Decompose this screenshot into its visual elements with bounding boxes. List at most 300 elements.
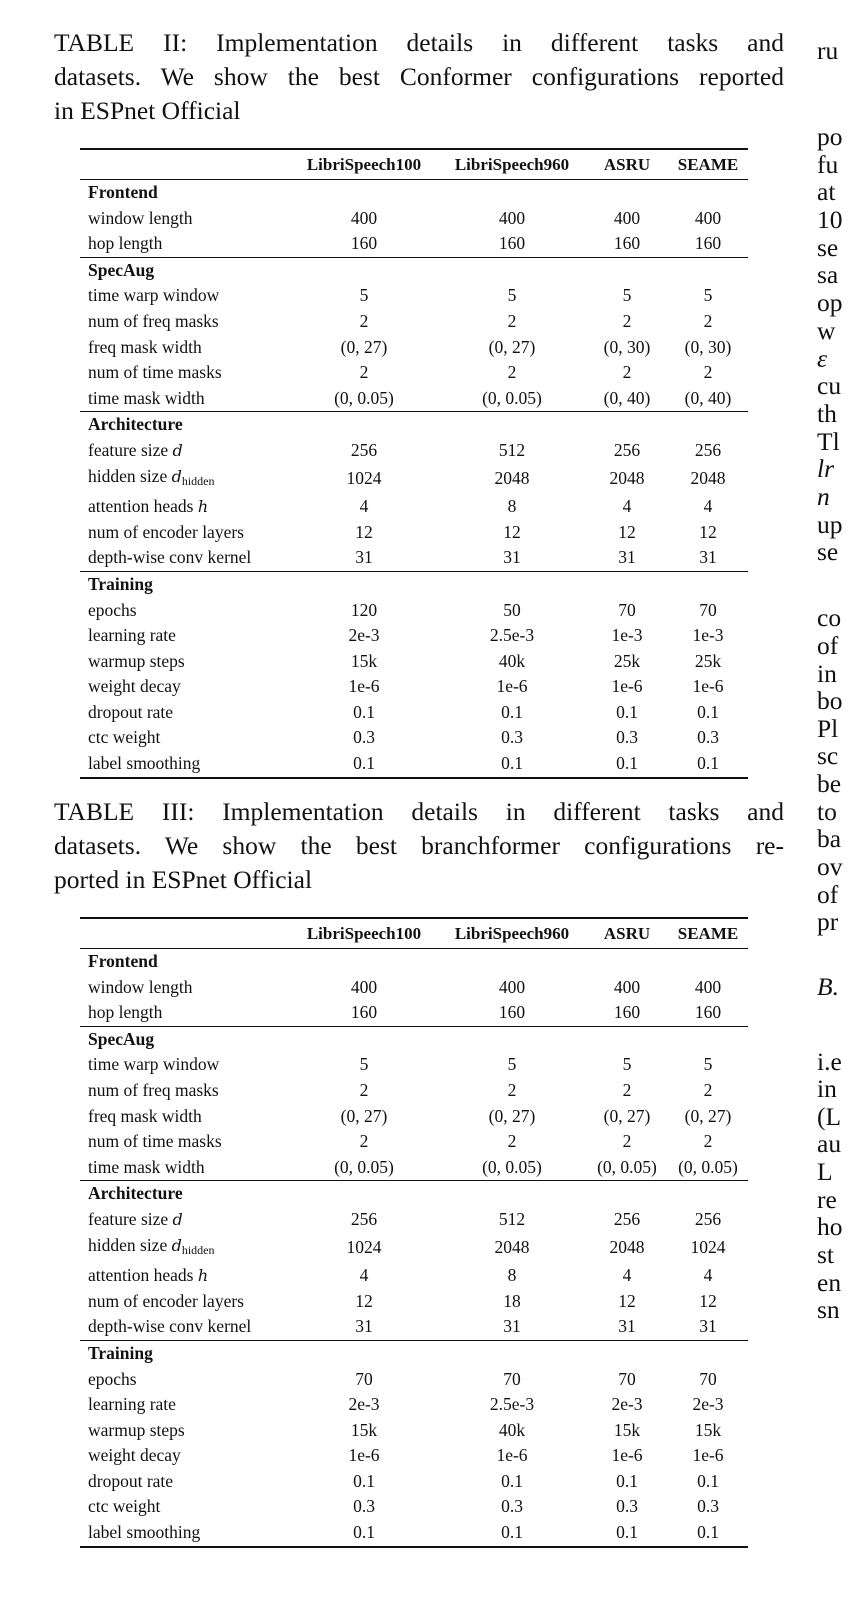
right-column-fragment: th	[817, 399, 837, 428]
table-cell: 256	[694, 1208, 722, 1229]
table-cell: 2e-3	[692, 1394, 724, 1415]
row-label-text: freq mask width	[88, 336, 202, 357]
table-cell: 0.1	[616, 701, 638, 722]
section-header-row	[80, 1181, 748, 1207]
math-symbol: d	[171, 1235, 182, 1255]
table-section	[80, 257, 748, 412]
row-label	[80, 309, 290, 335]
table-cell: 15k	[694, 1419, 722, 1440]
table-cell: 31	[355, 1316, 373, 1337]
column-header: LibriSpeech100	[306, 154, 422, 174]
table-cell: 31	[503, 547, 521, 568]
table-cell: 2	[507, 1131, 517, 1152]
table-cell: 8	[507, 496, 517, 517]
math-symbol: d	[171, 466, 182, 486]
caption-line: datasets. We show the best branchformer configurations re-	[54, 831, 784, 860]
table-section	[80, 1026, 748, 1181]
row-label	[80, 1104, 290, 1130]
math-symbol: h	[197, 497, 209, 517]
table-cell: 2.5e-3	[489, 1394, 535, 1415]
right-column-fragment: be	[817, 769, 842, 798]
table-cell: 256	[694, 439, 722, 460]
row-label	[80, 494, 290, 520]
table-cell: 12	[699, 521, 717, 542]
section-title: Architecture	[88, 414, 183, 435]
table-row	[80, 1443, 748, 1469]
section-header-row	[80, 257, 748, 283]
table-cell: 2	[359, 1131, 369, 1152]
table-cell: 1e-6	[692, 676, 724, 697]
row-label	[80, 335, 290, 361]
row-label-text: feature size	[88, 1208, 169, 1229]
table-cell: 1e-6	[692, 1445, 724, 1466]
caption-line: datasets. We show the best Conformer configurations reported	[54, 62, 784, 91]
table-cell: 400	[498, 976, 526, 997]
table-cell: 2048	[609, 468, 645, 489]
row-label	[80, 360, 290, 386]
table-cell: 8	[507, 1265, 517, 1286]
row-label-text: time mask width	[88, 1156, 205, 1177]
right-column-fragment: po	[817, 122, 843, 151]
row-label	[80, 598, 290, 624]
row-label-text: depth-wise conv kernel	[88, 1316, 252, 1337]
table-cell: 400	[613, 207, 641, 228]
row-label	[80, 700, 290, 726]
table-cell: 160	[613, 233, 641, 254]
table-cell: 40k	[498, 650, 526, 671]
row-label-text: num of encoder layers	[88, 1290, 244, 1311]
row-label-text: window length	[88, 207, 193, 228]
right-column-fragment: ov	[817, 852, 843, 881]
row-label	[80, 1418, 290, 1444]
caption-line: in ESPnet Official	[54, 96, 241, 125]
right-column-fragment: au	[817, 1129, 842, 1158]
table-cell: (0, 30)	[603, 336, 651, 357]
caption-line: TABLE II: Implementation details in different tasks and	[54, 28, 784, 57]
right-column-fragment: (L	[817, 1102, 842, 1131]
table-cell: 1e-6	[348, 676, 380, 697]
table-row	[80, 751, 748, 778]
right-column-fragment: fu	[817, 150, 839, 179]
table-cell: 0.1	[501, 1522, 523, 1543]
row-label-text: learning rate	[88, 1394, 176, 1415]
table-cell: 31	[699, 1316, 717, 1337]
row-label	[80, 1207, 290, 1233]
table-cell: (0, 0.05)	[334, 387, 394, 408]
row-label	[80, 1314, 290, 1340]
table-cell: 400	[498, 207, 526, 228]
table-row	[80, 1392, 748, 1418]
table-cell: 0.1	[616, 1470, 638, 1491]
row-label	[80, 751, 290, 778]
table-cell: 256	[350, 439, 378, 460]
table-cell: 160	[498, 1002, 526, 1023]
row-label	[80, 1469, 290, 1495]
table-cell: 512	[498, 1208, 526, 1229]
table-cell: 25k	[613, 650, 641, 671]
table-cell: 50	[503, 599, 521, 620]
table-cell: 160	[350, 1002, 378, 1023]
table-cell: (0, 0.05)	[678, 1156, 738, 1177]
table-section	[80, 1181, 748, 1341]
row-label-text: num of time masks	[88, 362, 222, 383]
row-label-text: attention heads	[88, 1265, 194, 1286]
table-cell: (0, 27)	[684, 1105, 732, 1126]
row-label-text: epochs	[88, 599, 137, 620]
table-cell: (0, 27)	[340, 1105, 388, 1126]
row-label-text: weight decay	[88, 676, 181, 697]
table-row	[80, 1233, 748, 1264]
table-cell: 4	[703, 1265, 713, 1286]
table-cell: 12	[503, 521, 521, 542]
right-column-fragment: Tl	[817, 427, 840, 456]
table-row	[80, 1052, 748, 1078]
table-cell: 2	[359, 310, 369, 331]
table-row	[80, 360, 748, 386]
column-header: LibriSpeech960	[454, 923, 570, 943]
table-cell: 2	[703, 1131, 713, 1152]
table-row	[80, 1367, 748, 1393]
table-header-row	[80, 918, 748, 949]
table-cell: 400	[350, 207, 378, 228]
right-column-fragment: pr	[817, 907, 839, 936]
row-label	[80, 545, 290, 571]
table-cell: 15k	[350, 1419, 378, 1440]
table-cell: (0, 0.05)	[482, 387, 542, 408]
table-cell: 70	[503, 1368, 521, 1389]
table-cell: 70	[699, 599, 717, 620]
right-column-fragment: ε	[817, 344, 828, 373]
table-cell: 2	[507, 310, 517, 331]
table-cell: 1e-6	[496, 1445, 528, 1466]
table-cell: 160	[613, 1002, 641, 1023]
right-column-fragment: up	[817, 510, 843, 539]
row-label	[80, 1078, 290, 1104]
table-row	[80, 1104, 748, 1130]
table-cell: (0, 40)	[684, 387, 732, 408]
table-cell: 25k	[694, 650, 722, 671]
table-cell: 12	[699, 1290, 717, 1311]
column-header	[80, 149, 290, 180]
table-cell: 400	[694, 207, 722, 228]
column-header: LibriSpeech960	[454, 154, 570, 174]
row-label-text: hidden size	[88, 465, 168, 486]
table-cell: 0.3	[501, 727, 523, 748]
table-row	[80, 1289, 748, 1315]
table-cell: 12	[618, 1290, 636, 1311]
table-cell: 0.1	[501, 753, 523, 774]
section-header-row	[80, 949, 748, 975]
table-row	[80, 520, 748, 546]
column-header: ASRU	[603, 923, 651, 943]
row-label	[80, 674, 290, 700]
table-2	[80, 148, 748, 779]
row-label	[80, 1000, 290, 1026]
table-cell: 160	[694, 1002, 722, 1023]
table-cell: 15k	[350, 650, 378, 671]
table-cell: 2	[359, 1079, 369, 1100]
row-label	[80, 1052, 290, 1078]
table-cell: (0, 27)	[488, 336, 536, 357]
row-label	[80, 283, 290, 309]
table-cell: 1e-6	[611, 1445, 643, 1466]
table-cell: (0, 27)	[488, 1105, 536, 1126]
math-symbol: d	[172, 440, 183, 460]
table-cell: 2048	[494, 468, 530, 489]
table-row	[80, 649, 748, 675]
row-label-text: weight decay	[88, 1445, 181, 1466]
table-cell: 0.1	[501, 701, 523, 722]
table-row	[80, 545, 748, 571]
table-cell: 12	[355, 521, 373, 542]
right-column-fragment: bo	[817, 686, 843, 715]
table-cell: 2	[359, 362, 369, 383]
table-cell: 70	[618, 1368, 636, 1389]
table-cell: 0.1	[616, 1522, 638, 1543]
table-row	[80, 1314, 748, 1340]
table-cell: 2	[622, 1131, 632, 1152]
table-cell: 5	[703, 1054, 713, 1075]
column-header	[80, 918, 290, 949]
column-header: SEAME	[677, 154, 739, 174]
row-label	[80, 1129, 290, 1155]
row-label-text: num of freq masks	[88, 310, 219, 331]
table-3	[80, 917, 748, 1548]
right-column-fragment: L	[817, 1157, 833, 1186]
right-column-fragment: 10	[817, 205, 843, 234]
table-cell: 5	[359, 285, 369, 306]
section-header-row	[80, 571, 748, 597]
section-title: Frontend	[88, 182, 158, 202]
table-cell: 2.5e-3	[489, 625, 535, 646]
table-2-caption	[54, 26, 784, 128]
right-column-fragment: lr	[817, 454, 835, 483]
table-3-caption	[54, 795, 784, 897]
table-cell: 0.3	[616, 1496, 638, 1517]
table-row	[80, 1129, 748, 1155]
table-row	[80, 464, 748, 495]
table-row	[80, 206, 748, 232]
row-label	[80, 649, 290, 675]
row-label-text: depth-wise conv kernel	[88, 547, 252, 568]
table-row	[80, 1078, 748, 1104]
table-cell: 5	[507, 285, 517, 306]
table-row	[80, 1000, 748, 1026]
table-cell: 2e-3	[611, 1394, 643, 1415]
table-cell: 70	[618, 599, 636, 620]
section-header-row	[80, 412, 748, 438]
section-title: SpecAug	[88, 259, 155, 280]
row-label	[80, 206, 290, 232]
table-cell: 0.1	[353, 701, 375, 722]
table-cell: 31	[618, 1316, 636, 1337]
table-cell: 2	[622, 1079, 632, 1100]
table-cell: 0.1	[697, 1522, 719, 1543]
table-cell: 4	[359, 496, 369, 517]
table-cell: 4	[622, 1265, 632, 1286]
right-column-fragment: i.e	[817, 1047, 842, 1076]
row-label	[80, 1289, 290, 1315]
table-row	[80, 1469, 748, 1495]
row-label-text: warmup steps	[88, 1419, 185, 1440]
right-column-fragment: se	[817, 233, 839, 262]
table-cell: 0.1	[697, 753, 719, 774]
table-row	[80, 725, 748, 751]
table-cell: 12	[355, 1290, 373, 1311]
table-cell: 2	[703, 362, 713, 383]
right-column-fragment: B.	[817, 972, 839, 1001]
row-label	[80, 438, 290, 464]
row-label	[80, 1392, 290, 1418]
row-label	[80, 1233, 290, 1264]
table-cell: 40k	[498, 1419, 526, 1440]
right-column-fragment: in	[817, 659, 837, 688]
table-row	[80, 1207, 748, 1233]
row-label-text: hop length	[88, 233, 163, 254]
right-column-fragment: sa	[817, 260, 839, 289]
right-column-fragment: of	[817, 631, 839, 660]
row-label-text: warmup steps	[88, 650, 185, 671]
table-cell: 1e-6	[611, 676, 643, 697]
table-cell: 5	[622, 285, 632, 306]
row-label-text: feature size	[88, 439, 169, 460]
column-header: LibriSpeech100	[306, 923, 422, 943]
row-label-text: ctc weight	[88, 727, 161, 748]
table-cell: 512	[498, 439, 526, 460]
row-label-text: freq mask width	[88, 1105, 202, 1126]
caption-line: ported in ESPnet Official	[54, 865, 313, 894]
table-cell: 0.3	[616, 727, 638, 748]
table-cell: 400	[350, 976, 378, 997]
table-cell: 4	[622, 496, 632, 517]
table-cell: 5	[703, 285, 713, 306]
table-cell: 1e-6	[496, 676, 528, 697]
right-column-fragment: n	[817, 482, 830, 511]
row-label-text: dropout rate	[88, 701, 174, 722]
section-title: SpecAug	[88, 1028, 155, 1049]
table-row	[80, 1263, 748, 1289]
table-cell: 31	[699, 547, 717, 568]
table-cell: 0.3	[697, 727, 719, 748]
table-cell: 2	[622, 362, 632, 383]
table-cell: 5	[507, 1054, 517, 1075]
row-label	[80, 1367, 290, 1393]
table-cell: 31	[618, 547, 636, 568]
right-column-fragments	[817, 0, 864, 1618]
table-row	[80, 598, 748, 624]
table-cell: 15k	[613, 1419, 641, 1440]
right-column-fragment: of	[817, 880, 839, 909]
table-cell: 2048	[494, 1237, 530, 1258]
right-column-fragment: Pl	[817, 714, 839, 743]
right-column-fragment: sn	[817, 1295, 840, 1324]
table-cell: (0, 30)	[684, 336, 732, 357]
caption-line: TABLE III: Implementation details in different tasks and	[54, 797, 784, 826]
section-title: Training	[88, 573, 153, 594]
table-cell: 256	[613, 1208, 641, 1229]
table-cell: 18	[503, 1290, 521, 1311]
table-cell: 2048	[609, 1237, 645, 1258]
right-column-fragment: se	[817, 537, 839, 566]
table-cell: 2	[703, 310, 713, 331]
table-section	[80, 180, 748, 258]
right-column-fragment: ru	[817, 36, 839, 65]
right-column-fragment: in	[817, 1074, 837, 1103]
table-cell: 0.3	[353, 1496, 375, 1517]
table-cell: 0.1	[616, 753, 638, 774]
row-label-text: attention heads	[88, 496, 194, 517]
table-cell: 0.3	[353, 727, 375, 748]
right-column-fragment: en	[817, 1268, 842, 1297]
row-label-text: hop length	[88, 1002, 163, 1023]
row-label-text: hidden size	[88, 1234, 168, 1255]
table-row	[80, 975, 748, 1001]
table-cell: 5	[359, 1054, 369, 1075]
section-header-row	[80, 180, 748, 206]
table-row	[80, 1494, 748, 1520]
table-cell: 0.1	[501, 1470, 523, 1491]
table-cell: (0, 0.05)	[482, 1156, 542, 1177]
row-label	[80, 975, 290, 1001]
table-cell: 2	[507, 1079, 517, 1100]
table-cell: 1e-3	[692, 625, 724, 646]
table-cell: 2	[507, 362, 517, 383]
right-column-fragment: co	[817, 603, 842, 632]
right-column-fragment: w	[817, 316, 836, 345]
table-cell: 0.3	[501, 1496, 523, 1517]
row-label-text: time warp window	[88, 1054, 220, 1075]
table-cell: 0.3	[697, 1496, 719, 1517]
table-cell: 2048	[690, 468, 726, 489]
table-cell: (0, 27)	[603, 1105, 651, 1126]
math-subscript: hidden	[181, 1242, 215, 1257]
table-row	[80, 674, 748, 700]
math-symbol: d	[172, 1209, 183, 1229]
table-cell: 70	[699, 1368, 717, 1389]
table-cell: 1024	[346, 1237, 382, 1258]
row-label	[80, 1155, 290, 1181]
table-cell: 0.1	[697, 701, 719, 722]
row-label	[80, 1263, 290, 1289]
table-cell: 0.1	[697, 1470, 719, 1491]
right-column-fragment: op	[817, 288, 843, 317]
table-cell: 160	[498, 233, 526, 254]
table-cell: 256	[613, 439, 641, 460]
table-cell: 2e-3	[348, 625, 380, 646]
table-row	[80, 231, 748, 257]
table-row	[80, 494, 748, 520]
table-section	[80, 949, 748, 1027]
table-cell: 120	[350, 599, 378, 620]
right-column-fragment: ho	[817, 1212, 843, 1241]
row-label	[80, 1494, 290, 1520]
table-cell: 4	[359, 1265, 369, 1286]
table-cell: 2e-3	[348, 1394, 380, 1415]
section-header-row	[80, 1026, 748, 1052]
row-label-text: num of freq masks	[88, 1079, 219, 1100]
row-label	[80, 386, 290, 412]
table-cell: (0, 0.05)	[334, 1156, 394, 1177]
table-cell: 160	[350, 233, 378, 254]
row-label-text: window length	[88, 976, 193, 997]
row-label	[80, 231, 290, 257]
right-column-fragment: ba	[817, 824, 842, 853]
row-label-text: ctc weight	[88, 1496, 161, 1517]
right-column-fragment: sc	[817, 741, 839, 770]
table-cell: 1024	[346, 468, 382, 489]
row-label	[80, 1443, 290, 1469]
table-cell: 160	[694, 233, 722, 254]
